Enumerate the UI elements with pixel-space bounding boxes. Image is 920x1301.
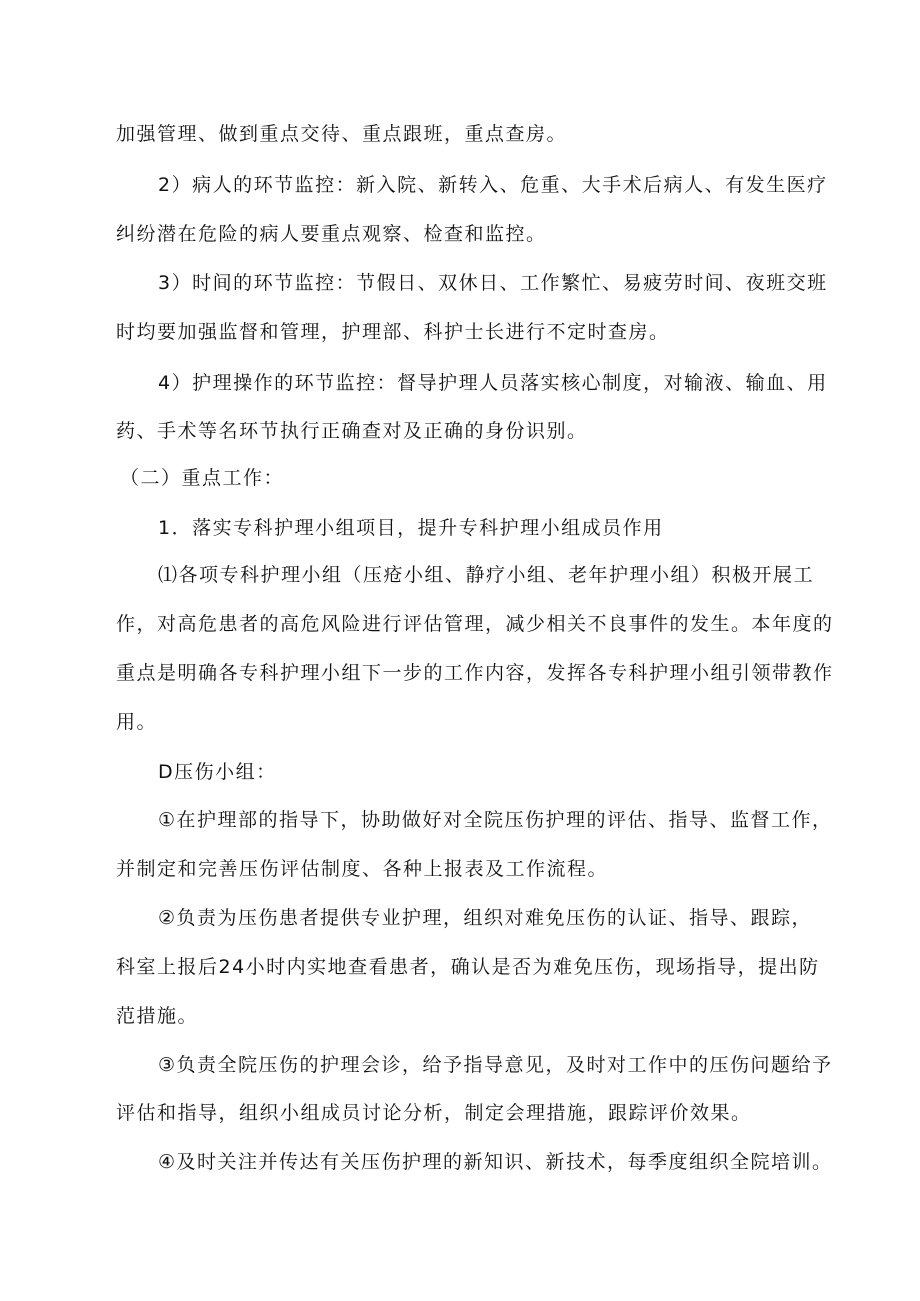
body-line: 药、手术等名环节执行正确查对及正确的身份识别。	[116, 420, 588, 442]
group-heading: D压伤小组：	[158, 761, 277, 783]
body-line: 并制定和完善压伤评估制度、各种上报表及工作流程。	[116, 858, 609, 880]
paragraph-item-4: 4）护理操作的环节监控：督导护理人员落实核心制度，对输液、输血、用	[158, 372, 828, 394]
body-line: 用。	[116, 711, 158, 733]
paragraph-start: ⑴各项专科护理小组（压疮小组、静疗小组、老年护理小组）积极开展工	[158, 564, 815, 586]
body-line: 时均要加强监督和管理，护理部、科护士长进行不定时查房。	[116, 321, 670, 343]
body-line: 作，对高危患者的高危风险进行评估管理，减少相关不良事件的发生。本年度的	[116, 613, 834, 635]
paragraph-item-3: 3）时间的环节监控：节假日、双休日、工作繁忙、易疲劳时间、夜班交班	[158, 272, 828, 294]
body-line: 范措施。	[116, 1005, 199, 1027]
body-line: 科室上报后24小时内实地查看患者，确认是否为难免压伤，现场指导，提出防	[116, 956, 820, 978]
section-heading: （二）重点工作：	[120, 467, 285, 489]
subsection-heading: 1．落实专科护理小组项目，提升专科护理小组成员作用	[158, 517, 664, 539]
paragraph-item-2: 2）病人的环节监控：新入院、新转入、危重、大手术后病人、有发生医疗	[158, 174, 828, 196]
list-item-3: ③负责全院压伤的护理会诊，给予指导意见，及时对工作中的压伤问题给予	[158, 1054, 833, 1076]
body-line: 加强管理、做到重点交待、重点跟班，重点查房。	[116, 123, 568, 145]
body-line: 评估和指导，组织小组成员讨论分析，制定会理措施，跟踪评价效果。	[116, 1102, 752, 1124]
body-line: 纠纷潜在危险的病人要重点观察、检查和监控。	[116, 223, 547, 245]
body-line: 重点是明确各专科护理小组下一步的工作内容，发挥各专科护理小组引领带教作	[116, 662, 834, 684]
list-item-4: ④及时关注并传达有关压伤护理的新知识、新技术，每季度组织全院培训。	[158, 1151, 833, 1173]
list-item-2: ②负责为压伤患者提供专业护理，组织对难免压伤的认证、指导、跟踪，	[158, 907, 813, 929]
list-item-1: ①在护理部的指导下，协助做好对全院压伤护理的评估、指导、监督工作，	[158, 809, 833, 831]
